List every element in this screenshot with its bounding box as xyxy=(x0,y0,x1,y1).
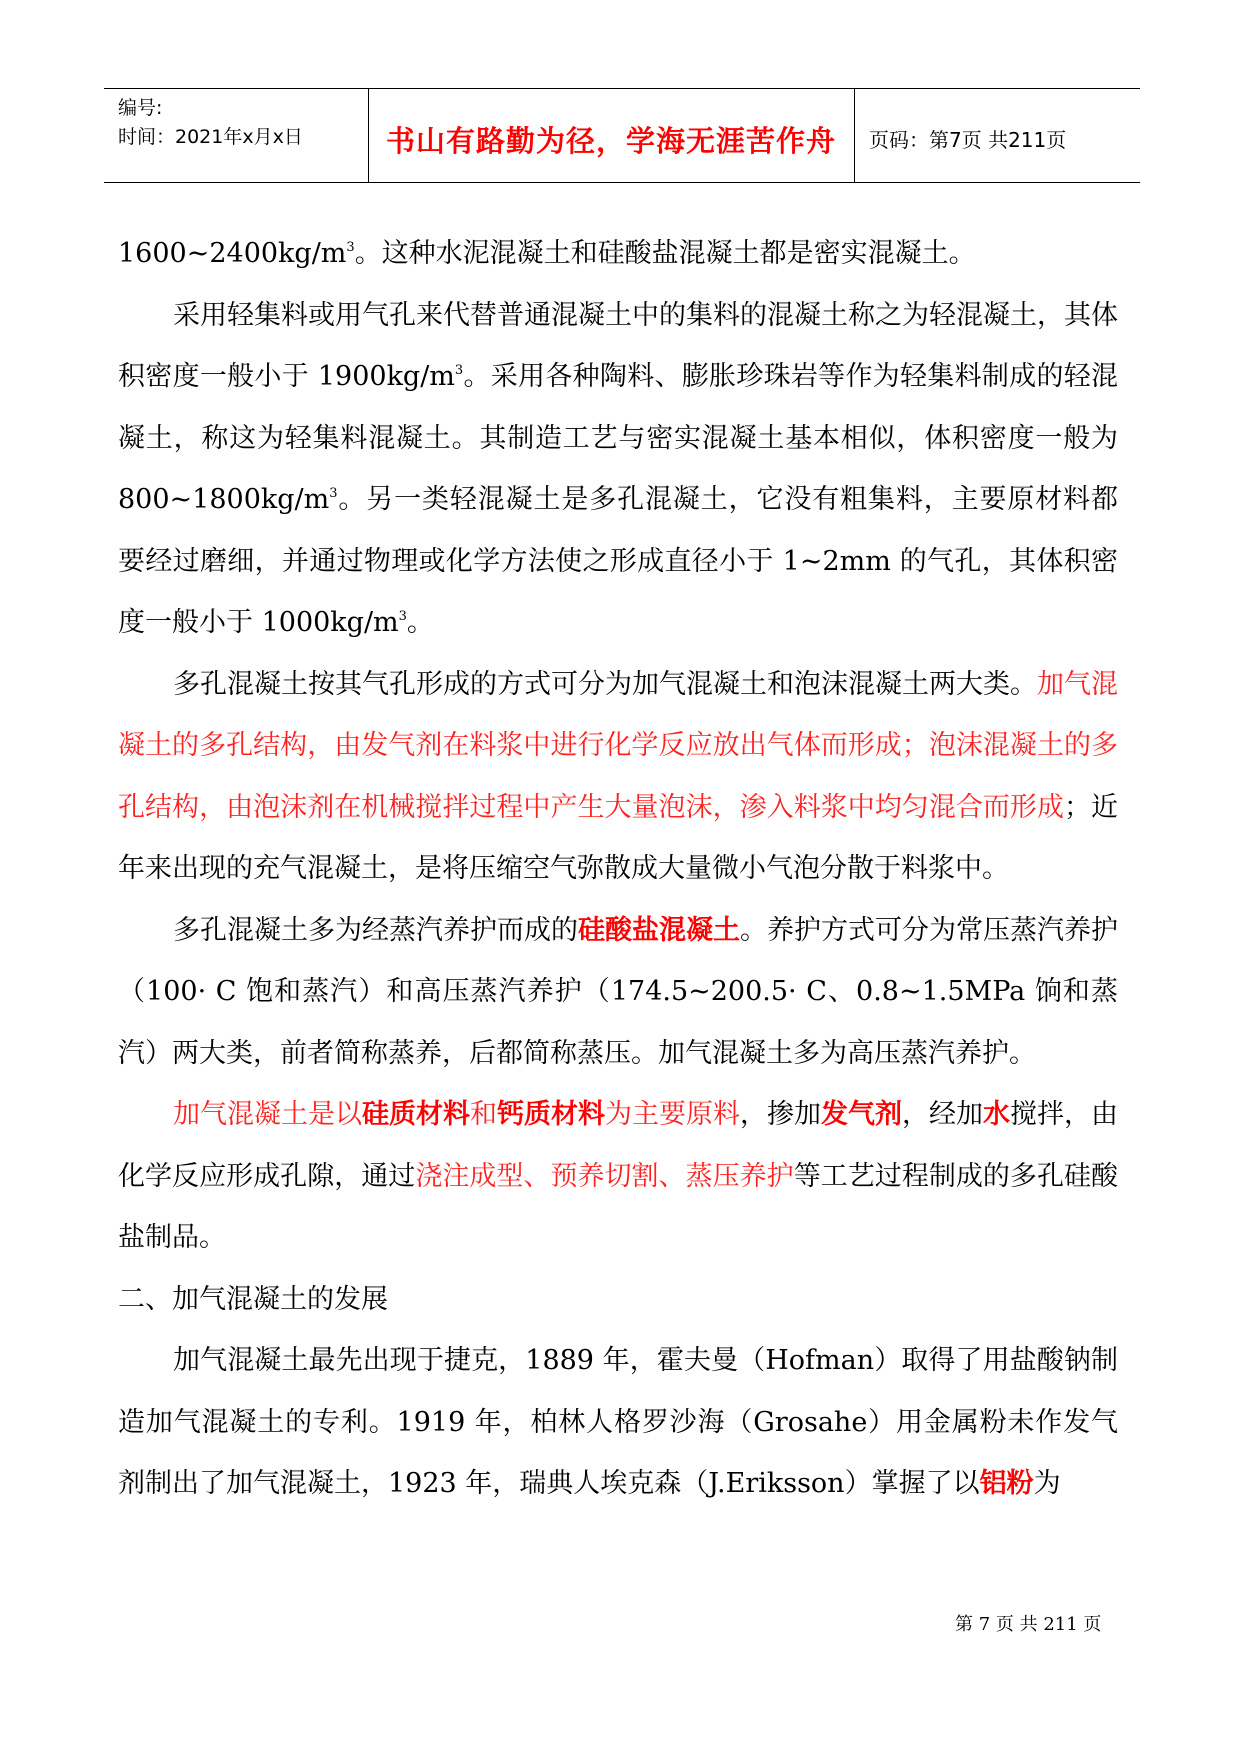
header-left-cell xyxy=(104,89,369,182)
p5-bold-2: 钙质材料 xyxy=(497,1099,605,1130)
p3-text-a: 多孔混凝土按其气孔形成的方式可分为加气混凝土和泡沫混凝土两大类。 xyxy=(173,668,1037,700)
superscript: 3 xyxy=(398,609,407,624)
p1-text: 1600~2400kg/m xyxy=(118,238,347,269)
p1-text-b: 。这种水泥混凝土和硅酸盐混凝土都是密实混凝土。 xyxy=(354,238,976,269)
p2-text-c: 。另一类轻混凝土是多孔混凝土，它没有粗集料，主要原材料都要经过磨细，并通过物理或化学方法使之形成直径小于 1~2mm 的气孔，其体积密度一般小于 1000kg/m xyxy=(118,484,1118,638)
p5-text-f: ，经加 xyxy=(902,1099,983,1130)
p5-text-a: 加气混凝土是以 xyxy=(173,1099,362,1130)
header-right-cell xyxy=(855,89,1140,182)
superscript: 3 xyxy=(454,363,464,378)
p6-text-b: 为 xyxy=(1033,1468,1061,1499)
page-footer: 第 7 页 共 211 页 xyxy=(955,1614,1102,1635)
paragraph-5 xyxy=(118,1084,1118,1269)
paragraph-3 xyxy=(118,654,1118,900)
p5-bold-4: 水 xyxy=(983,1099,1010,1130)
p3-highlight: 加气混凝土的多孔结构，由发气剂在料浆中进行化学反应放出气体而形成；泡沫混凝土的多孔结构，由泡沫剂在机械搅拌过程中产生大量泡沫，渗入料浆中均匀混合而形成 xyxy=(118,668,1118,823)
p5-bold-1: 硅质材料 xyxy=(362,1099,470,1130)
superscript: 3 xyxy=(329,486,338,501)
p2-text-d: 。 xyxy=(406,607,434,638)
p4-highlight: 硅酸盐混凝土 xyxy=(578,914,740,946)
p5-text-h: 等工艺过程制成的多孔硅酸盐制品。 xyxy=(118,1160,1119,1253)
p5-highlight: 浇注成型、预养切割、蒸压养护 xyxy=(415,1160,794,1192)
p3-text-b: ；近年来出现的充气混凝土，是将压缩空气弥散成大量微小气泡分散于料浆中。 xyxy=(118,791,1119,884)
p4-text-b: 。养护方式可分为常压蒸汽养护（100· C 饱和蒸汽）和高压蒸汽养护（174.5~200.5· C、0.8~1.5MPa 饷和蒸汽）两大类，前者简称蒸养，后都简称蒸压。加气混凝土多为高压蒸汽养护。 xyxy=(118,914,1118,1069)
p6-highlight: 铝粉 xyxy=(979,1468,1034,1499)
p5-text-g: 搅拌，由化学反应形成孔隙，通过 xyxy=(118,1099,1118,1192)
paragraph-6 xyxy=(118,1330,1118,1515)
time-label: 时间：2021年x月x日 xyxy=(118,126,303,148)
p6-text-a: 加气混凝土最先出现于捷克，1889 年，霍夫曼（Hofman）取得了用盐酸钠制造加气混凝土的专利。1919 年，柏林人格罗沙海（Grosahe）用金属粉未作发气剂制出了加气混凝土，1923 年，瑞典人埃克森（J.Eriksson）掌握了以 xyxy=(118,1345,1118,1499)
paragraph-2 xyxy=(118,285,1118,654)
document-body xyxy=(118,223,1118,1515)
p5-text-c: 和 xyxy=(470,1099,497,1130)
header-motto: 书山有路勤为径，学海无涯苦作舟 xyxy=(385,124,836,158)
paragraph-1 xyxy=(118,223,1118,285)
paragraph-4 xyxy=(118,900,1118,1085)
p4-text-a: 多孔混凝土多为经蒸汽养护而成的 xyxy=(173,914,578,946)
superscript: 3 xyxy=(346,240,355,255)
p5-bold-3: 发气剂 xyxy=(821,1099,902,1130)
p2-text-a: 采用轻集料或用气孔来代替普通混凝土中的集料的混凝土称之为轻混凝土，其体积密度一般小于 1900kg/m xyxy=(118,299,1118,392)
header-middle-cell xyxy=(368,89,855,182)
header-page-info: 页码：第7页 共211页 xyxy=(869,128,1067,152)
p2-text-b: 。采用各种陶料、膨胀珍珠岩等作为轻集料制成的轻混凝土，称这为轻集料混凝土。其制造工艺与密实混凝土基本相似，体积密度一般为 800~1800kg/m xyxy=(118,361,1119,515)
page-header xyxy=(104,88,1140,183)
section-heading: 二、加气混凝土的发展 xyxy=(118,1283,388,1315)
p5-text-d: 为主要原料 xyxy=(605,1099,740,1130)
serial-label: 编号: xyxy=(118,97,163,119)
p5-text-e: ，掺加 xyxy=(740,1099,821,1130)
